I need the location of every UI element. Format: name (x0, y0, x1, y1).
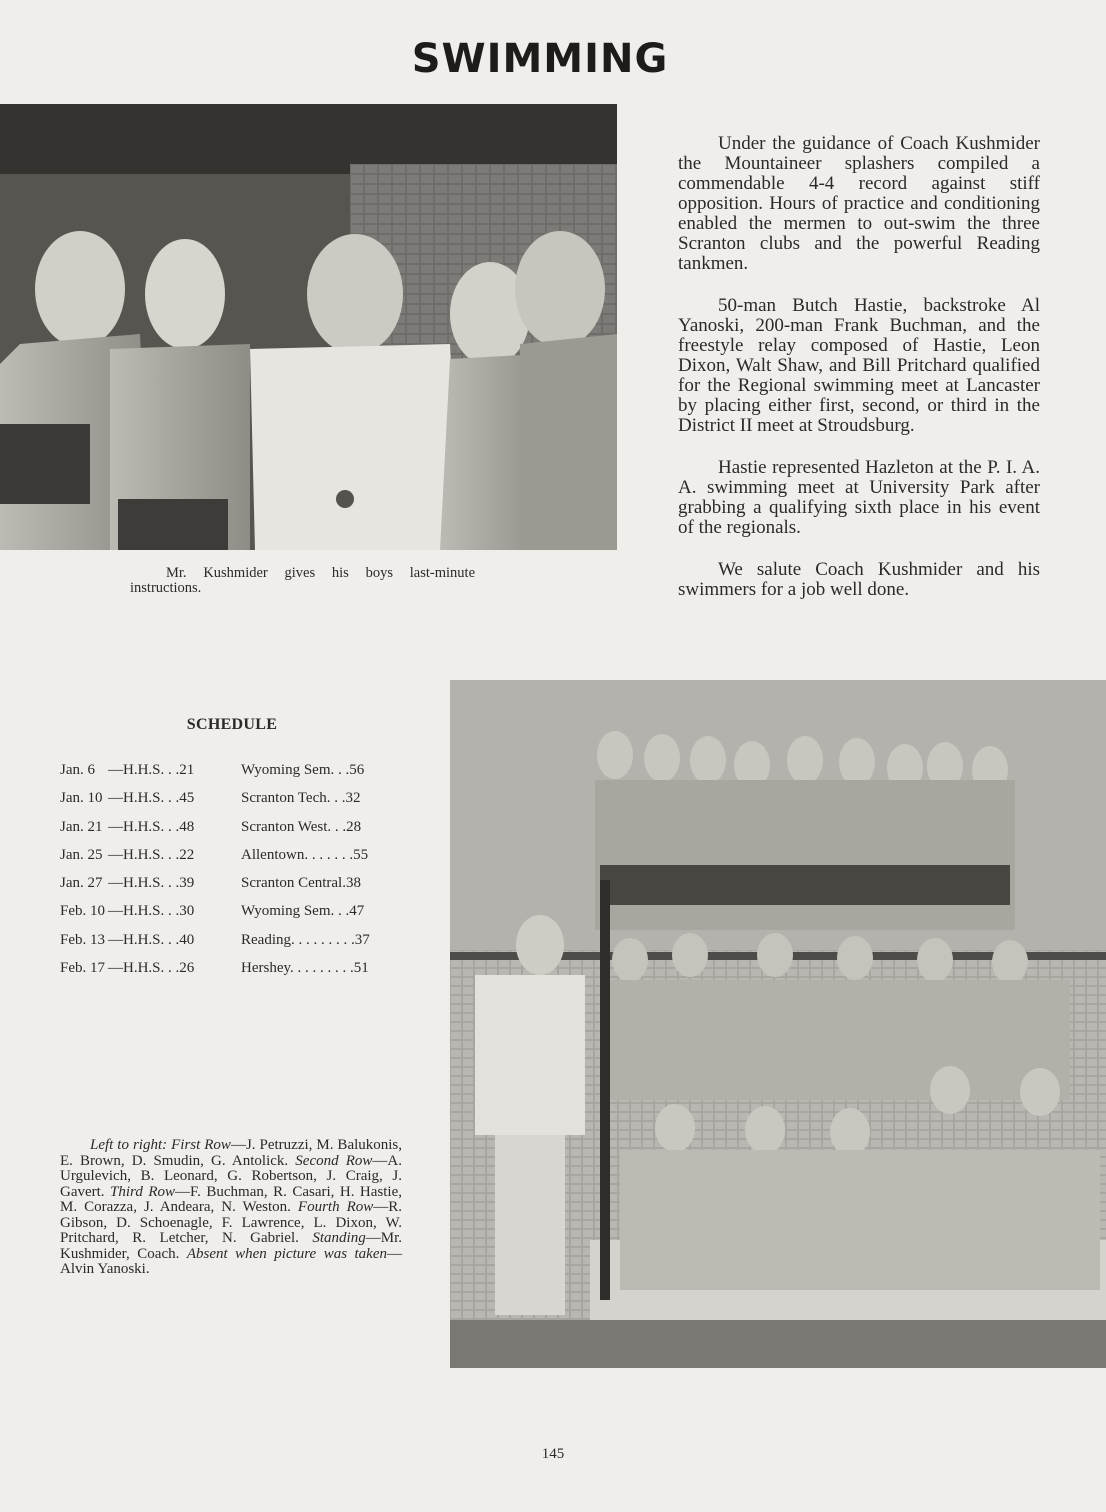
schedule-row (60, 960, 405, 988)
roster-row-label: Standing (312, 1230, 366, 1246)
roster-row-label: First Row (171, 1137, 231, 1153)
meet-date: Feb. 13 (60, 931, 105, 948)
page-title: SWIMMING (411, 36, 669, 82)
opponent-score: Hershey. . . . . . . . .51 (241, 960, 369, 977)
schedule-row (60, 903, 405, 931)
roster-row-label: Third Row (110, 1183, 175, 1200)
schedule-table (60, 762, 405, 988)
hhs-score: —H.H.S. . .48 (108, 818, 195, 835)
team-roster-caption (60, 1138, 402, 1278)
hhs-score: —H.H.S. . .22 (108, 846, 195, 863)
meet-date: Jan. 6 (60, 762, 95, 778)
team-photo (450, 680, 1106, 1368)
opponent-score: Scranton Tech. . .32 (241, 790, 361, 807)
opponent-score: Scranton Central.38 (241, 875, 361, 892)
schedule-row (60, 932, 405, 960)
roster-row-names: —F. Buchman, R. Casari, H. Hastie, M. Corazza, J. Andeara, N. Weston. (60, 1183, 403, 1215)
hhs-score: —H.H.S. . .26 (108, 960, 195, 977)
opponent-score: Allentown. . . . . . .55 (241, 846, 369, 863)
schedule-row (60, 790, 405, 818)
hhs-score: —H.H.S. . .45 (108, 790, 195, 807)
opponent-score: Scranton West. . .28 (241, 818, 362, 835)
roster-row-names: —Alvin Yanoski. (60, 1245, 402, 1277)
roster-row-names: —A. Urgulevich, B. Leonard, G. Robertson, J. Craig, J. Gavert. (60, 1152, 403, 1200)
meet-date: Jan. 27 (60, 875, 103, 892)
schedule-row (60, 762, 405, 790)
hhs-score: —H.H.S. . .21 (108, 762, 195, 778)
roster-row-names: —R. Gibson, D. Schoenagle, F. Lawrence, L. Dixon, W. Pritchard, R. Letcher, N. Gabriel. (60, 1199, 402, 1246)
schedule-heading: SCHEDULE (186, 716, 278, 733)
roster-row-label: Fourth Row (297, 1199, 374, 1215)
photo-caption: Mr. Kushmider gives his boys last-minute instructions. (130, 565, 475, 596)
article-paragraph: Hastie represented Hazleton at the P. I. A. A. swimming meet at University Park after grabbing a qualifying sixth place in his event of the regionals. (678, 457, 1040, 538)
roster-row-label: Absent when picture was taken (186, 1245, 387, 1262)
schedule-row (60, 875, 405, 903)
meet-date: Jan. 25 (60, 846, 103, 863)
opponent-score: Wyoming Sem. . .56 (241, 762, 365, 778)
roster-row-names: —J. Petruzzi, M. Balukonis, E. Brown, D. Smudin, G. Antolick. (60, 1137, 403, 1169)
opponent-score: Wyoming Sem. . .47 (241, 903, 365, 920)
hhs-score: —H.H.S. . .40 (108, 931, 195, 948)
hhs-score: —H.H.S. . .30 (108, 903, 195, 920)
meet-date: Feb. 17 (60, 960, 105, 977)
schedule-row (60, 847, 405, 875)
hhs-score: —H.H.S. . .39 (108, 875, 195, 892)
meet-date: Feb. 10 (60, 903, 105, 920)
roster-row-names: —Mr. Kushmider, Coach. (60, 1230, 402, 1262)
schedule-row (60, 819, 405, 847)
meet-date: Jan. 21 (60, 818, 103, 835)
article-paragraph: Under the guidance of Coach Kushmider the Mountaineer splashers compiled a commendable 4-4 record against stiff opposition. Hours of practice and conditioning enabled the mermen to out-swim the three Scranton clubs and the powerful Reading tankmen. (678, 133, 1040, 274)
meet-date: Jan. 10 (60, 790, 103, 807)
article-text (678, 134, 1040, 622)
roster-row-label: Second Row (295, 1152, 373, 1169)
article-paragraph: We salute Coach Kushmider and his swimmers for a job well done. (678, 559, 1040, 600)
coach-instructions-photo (0, 104, 617, 550)
article-paragraph: 50-man Butch Hastie, backstroke Al Yanoski, 200-man Frank Buchman, and the freestyle relay composed of Hastie, Leon Dixon, Walt Shaw, and Bill Pritchard qualified for the Regional swimming meet at Lancaster by placing either first, second, or third in the District II meet at Stroudsburg. (678, 295, 1040, 436)
opponent-score: Reading. . . . . . . . .37 (241, 931, 370, 948)
page-number: 145 (541, 1446, 565, 1462)
roster-lead: Left to right: (90, 1137, 168, 1153)
